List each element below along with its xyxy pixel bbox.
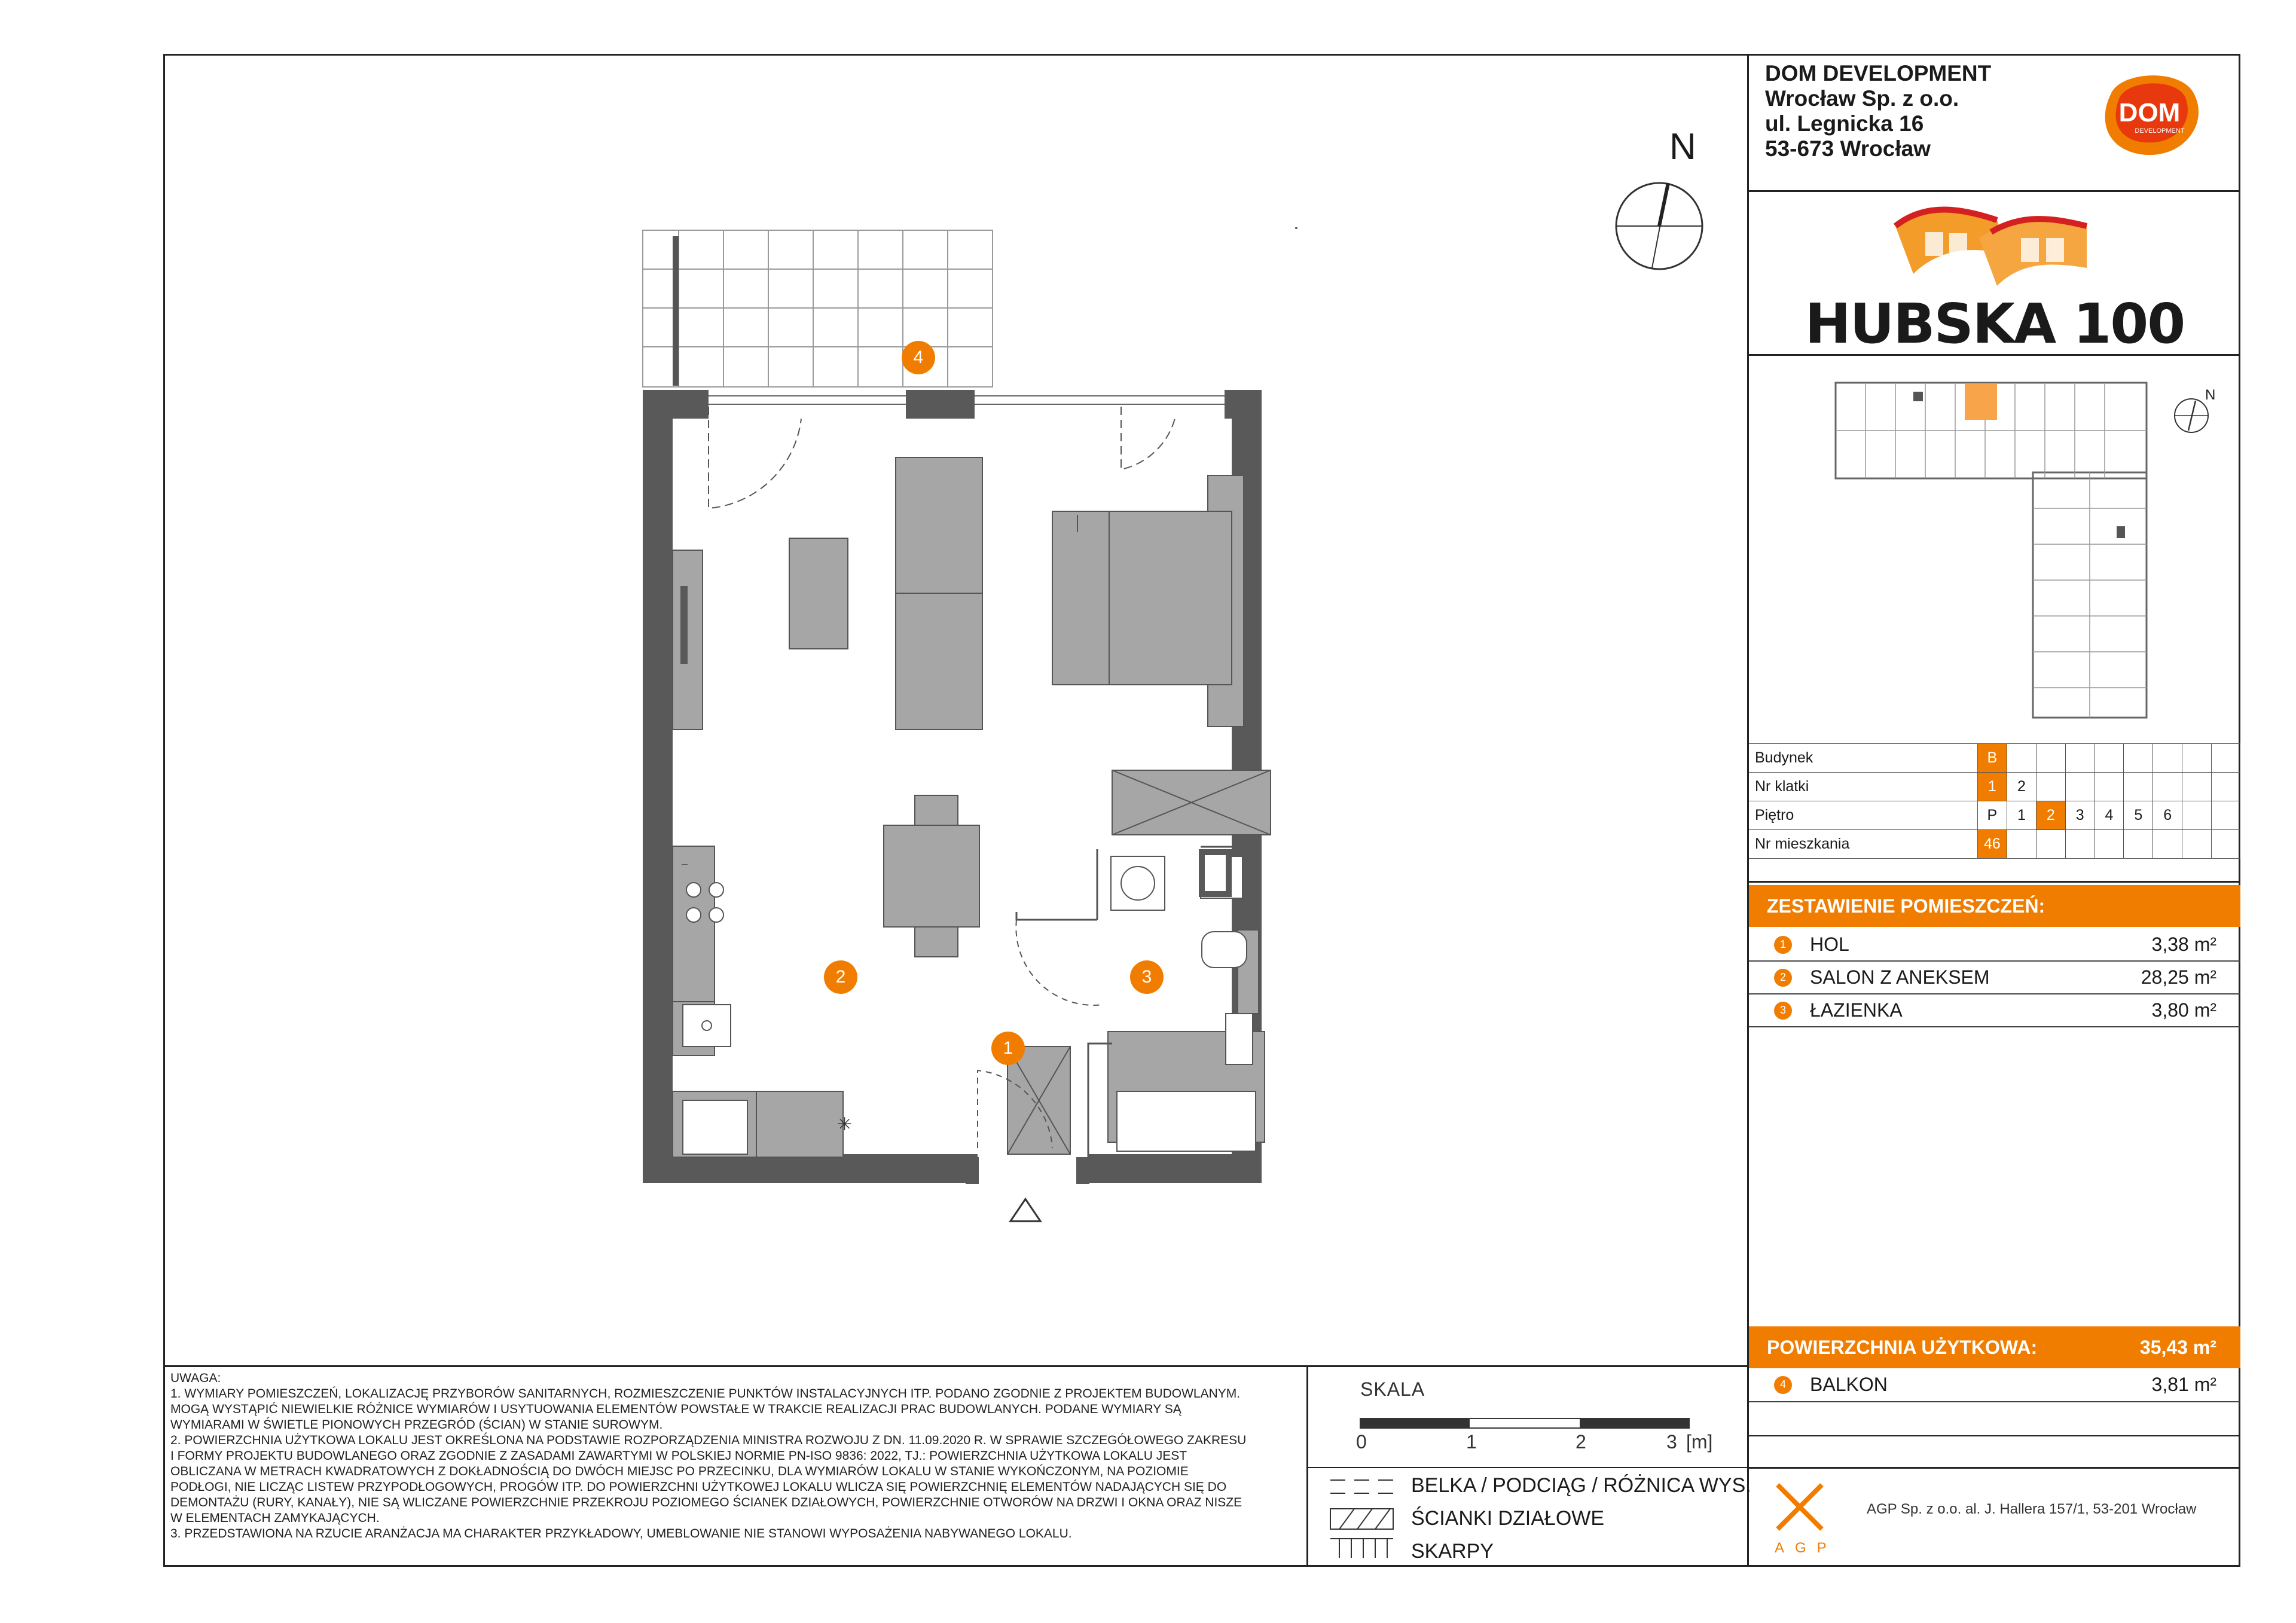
note-line: WYMIARAMI W ŚWIETLE PIONOWYCH PRZEGRÓD (ŚCIAN) W STANIE SUROWYM.	[170, 1418, 663, 1432]
room-row-lazienka: 3 ŁAZIENKA 3,80 m²	[1749, 994, 2240, 1027]
balcony-grid	[643, 230, 993, 387]
film-strip-icon	[1889, 196, 2093, 292]
agp-address: AGP Sp. z o.o. al. J. Hallera 157/1, 53-201 Wrocław	[1867, 1501, 2197, 1517]
room-row-salon: 2 SALON Z ANEKSEM 28,25 m²	[1749, 962, 2240, 994]
company-line-2: Wrocław Sp. z o.o.	[1765, 86, 1959, 111]
info-row-mieszkanie: Nr mieszkania 46	[1749, 830, 2240, 859]
notes-scale-divider	[1306, 1365, 1308, 1567]
scale-bar	[1357, 1416, 1692, 1430]
plan-badge-salon: 2	[824, 960, 857, 994]
note-line: MOGĄ WYSTĄPIĆ NIEWIELKIE RÓŻNICE WYMIARÓW I USYTUOWANIA ELEMENTÓW POWSTAŁE W TRAKCIE REALIZACJI PRAC BUDOWLANYCH. PODANE WYMIARY SĄ	[170, 1402, 1181, 1416]
divider-balcony	[1747, 1435, 2240, 1436]
plan-badge-balkon: 4	[902, 341, 935, 374]
key-plan-compass-icon	[2170, 389, 2218, 437]
legend-beam: BELKA / PODCIĄG / RÓŻNICA WYS.	[1411, 1474, 1751, 1497]
legend-symbols	[1327, 1474, 1399, 1564]
note-line: OBLICZANA W METRACH KWADRATOWYCH Z DOKŁADNOŚCIĄ DO DWÓCH MIEJSC PO PRZECINKU, DLA WYMIARÓW LOKALU W STANIE WYKOŃCZONYM, NA POZIOMIE	[170, 1465, 1189, 1478]
usable-area-bar: POWIERZCHNIA UŻYTKOWA: 35,43 m²	[1749, 1326, 2240, 1368]
north-label: N	[1669, 126, 1696, 167]
note-line: PODŁOGI, NIE LICZĄC LISTEW PRZYPODŁOGOWYCH, PROGÓW ITP. DO POWIERZCHNI UŻYTKOWEJ LOKALU WLICZA SIĘ POWIERZCHNIĘ ELEMENTÓW NADAJĄCYCH SIĘ DO	[170, 1480, 1227, 1494]
divider-table	[1747, 881, 2240, 883]
note-line: 1. WYMIARY POMIESZCZEŃ, LOKALIZACJĘ PRZYBORÓW SANITARNYCH, ROZMIESZCZENIE PUNKTÓW INSTALACYJNYCH ITP. PODANO ZGODNIE Z PROJEKTEM BUDOWLANYM.	[170, 1387, 1241, 1401]
company-line-3: ul. Legnicka 16	[1765, 111, 1924, 136]
entrance-marker	[1010, 1199, 1040, 1221]
divider-company	[1747, 190, 2240, 192]
agp-letters: AGP	[1775, 1540, 1837, 1556]
note-line: I FORMY PROJEKTU BUDOWLANEGO ORAZ ZGODNIE Z ZASADAMI ZAWARTYMI W POLSKIEJ NORMIE PN-ISO 9836: 2022, TJ.: POWIERZCHNIA UŻYTKOWA LOKALU JEST	[170, 1449, 1187, 1463]
note-line: DEMONTAŻU (RURY, KANAŁY), NIE SĄ WLICZANE POWIERZCHNIE PRZEKROJU POZIOMEGO ŚCIANEK DZIAŁOWYCH, POWIERZCHNIE OTWORÓW NA DRZWI I OKNA ORAZ NISZE	[170, 1496, 1242, 1509]
building-key-plan	[1830, 377, 2152, 724]
company-address	[1765, 61, 1991, 161]
compass-icon	[1611, 178, 1707, 274]
info-row-klatka: Nr klatki 1 2	[1749, 773, 2240, 801]
notes-divider	[163, 1365, 1748, 1367]
company-name: DOM DEVELOPMENT	[1765, 61, 1992, 86]
notes-block	[170, 1371, 1306, 1542]
plan-badge-hol: 1	[991, 1032, 1025, 1065]
info-row-budynek: Budynek B	[1749, 744, 2240, 773]
legend-reveals: SKARPY	[1411, 1540, 1494, 1563]
dom-development-logo	[2093, 71, 2206, 160]
info-row-pietro: Piętro P 1 2 3 4 5 6	[1749, 801, 2240, 830]
divider-agp	[1747, 1467, 2240, 1469]
plan-badge-lazienka: 3	[1130, 960, 1164, 994]
rooms-header: ZESTAWIENIE POMIESZCZEŃ:	[1749, 885, 2240, 927]
agp-logo-icon	[1773, 1480, 1827, 1534]
scale-title: SKALA	[1360, 1378, 1425, 1400]
company-line-4: 53-673 Wrocław	[1765, 136, 1931, 161]
svg-text:DOM: DOM	[2118, 98, 2181, 127]
note-line: W ELEMENTACH ZAMYKAJĄCYCH.	[170, 1511, 380, 1525]
note-line: 3. PRZEDSTAWIONA NA RZUCIE ARANŻACJA MA CHARAKTER PRZYKŁADOWY, UMEBLOWANIE NIE STANOWI WYPOSAŻENIA NABYWANEGO LOKALU.	[170, 1527, 1072, 1540]
svg-text:N: N	[2205, 389, 2216, 403]
notes-title: UWAGA:	[170, 1371, 221, 1385]
floor-plan	[634, 227, 1303, 1268]
scale-legend-divider	[1306, 1467, 1748, 1468]
apartment-info-table	[1749, 743, 2240, 859]
project-title: HUBSKA 100	[1805, 292, 2185, 356]
note-line: 2. POWIERZCHNIA UŻYTKOWA LOKALU JEST OKREŚLONA NA PODSTAWIE ROZPORZĄDZENIA MINISTRA ROZWOJU Z DN. 11.09.2020 R. W SPRAWIE SZCZEGÓŁOWEGO ZAKRESU	[170, 1433, 1247, 1447]
room-row-hol: 1 HOL 3,38 m²	[1749, 929, 2240, 962]
legend-partitions: ŚCIANKI DZIAŁOWE	[1411, 1507, 1605, 1530]
svg-text:✳: ✳	[837, 1114, 853, 1135]
svg-text:DEVELOPMENT: DEVELOPMENT	[2135, 127, 2185, 135]
room-row-balkon: 4 BALKON 3,81 m²	[1749, 1368, 2240, 1402]
